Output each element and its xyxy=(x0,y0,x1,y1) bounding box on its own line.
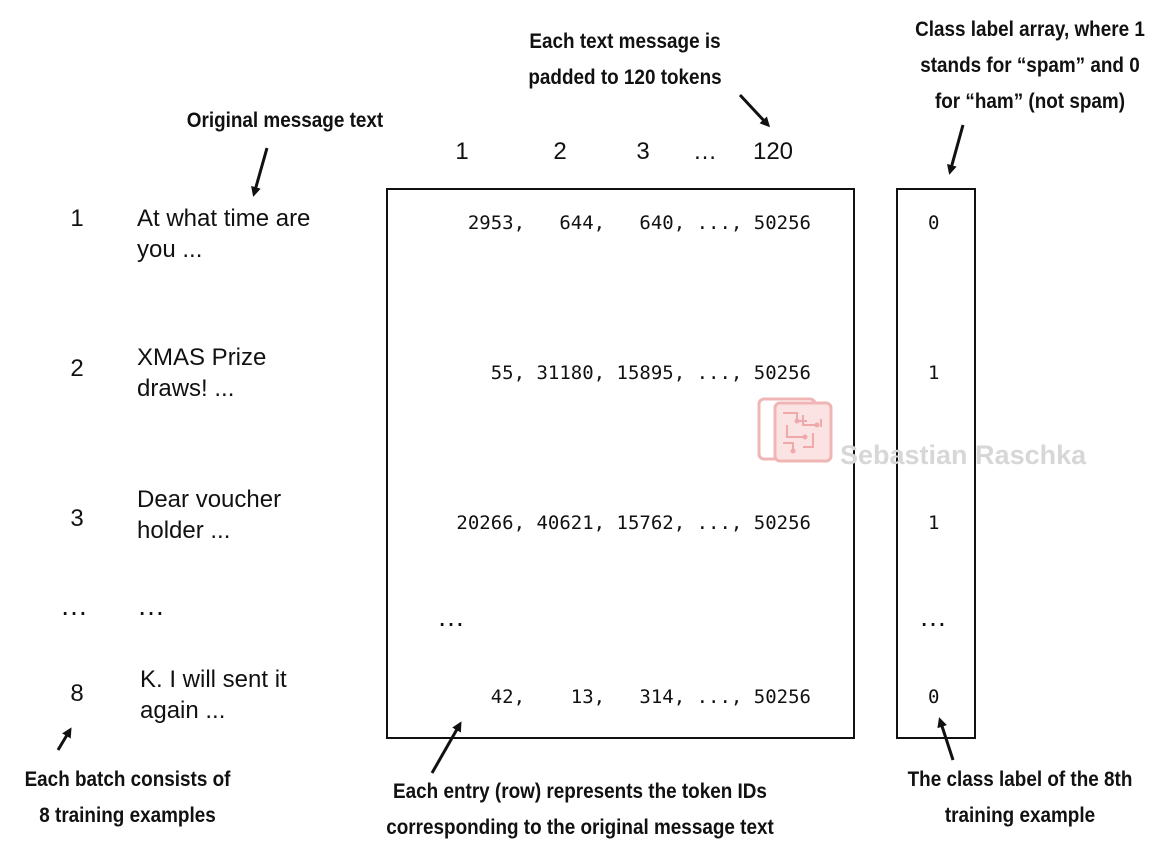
token-row-1: 2953, 644, 640, ..., 50256 xyxy=(467,212,811,234)
eighth-label-annotation-line-2: training example xyxy=(944,804,1096,827)
column-header-2: 2 xyxy=(553,138,567,165)
message-text-3-line-2: holder ... xyxy=(137,517,231,544)
entry-arrow xyxy=(432,724,460,773)
token-row-8: 42, 13, 314, ..., 50256 xyxy=(467,686,811,708)
original-text-arrow xyxy=(254,148,267,194)
padded-arrow xyxy=(740,95,768,125)
message-text-2-line-1: XMAS Prize xyxy=(137,344,267,371)
batch-annotation-line-1: Each batch consists of xyxy=(24,768,231,791)
message-text-8-line-2: again ... xyxy=(140,697,226,724)
message-text-ellipsis: … xyxy=(137,590,167,621)
token-row-2: 55, 31180, 15895, ..., 50256 xyxy=(467,362,811,384)
entry-annotation-line-1: Each entry (row) represents the token IDs xyxy=(393,780,767,803)
original-text-annotation-line: Original message text xyxy=(186,109,384,132)
row-index-3: 3 xyxy=(70,505,84,532)
token-row-3: 20266, 40621, 15762, ..., 50256 xyxy=(456,512,811,534)
batch-arrow xyxy=(58,730,70,750)
class-label-arrow xyxy=(950,125,963,172)
padded-annotation-line-2: padded to 120 tokens xyxy=(528,66,722,89)
token-row-ellipsis: … xyxy=(437,601,467,632)
class-label-annotation-line-2: stands for “spam” and 0 xyxy=(920,54,1140,77)
watermark-text: Sebastian Raschka xyxy=(840,440,1087,470)
message-text-8-line-1: K. I will sent it xyxy=(140,666,287,693)
class-label-annotation-line-3: for “ham” (not spam) xyxy=(934,90,1126,113)
eighth-label-arrow xyxy=(940,720,953,760)
class-label-3: 1 xyxy=(928,512,940,534)
message-text-3-line-1: Dear voucher xyxy=(137,486,282,513)
padded-annotation-line-1: Each text message is xyxy=(529,30,721,53)
message-text-2-line-2: draws! ... xyxy=(137,375,235,402)
entry-annotation-line-2: corresponding to the original message text xyxy=(386,816,774,839)
class-label-8: 0 xyxy=(928,686,940,708)
row-index-1: 1 xyxy=(70,205,84,232)
column-header-3: 3 xyxy=(636,138,650,165)
row-index-8: 8 xyxy=(70,680,84,707)
row-index-2: 2 xyxy=(70,355,84,382)
message-text-1-line-2: you ... xyxy=(137,236,203,263)
row-index-ellipsis: … xyxy=(60,590,90,621)
class-label-annotation-line-1: Class label array, where 1 xyxy=(915,18,1145,41)
column-header-ellipsis: … xyxy=(693,138,717,165)
column-header-1: 1 xyxy=(455,138,469,165)
class-label-2: 1 xyxy=(928,362,940,384)
column-header-120: 120 xyxy=(752,138,794,165)
eighth-label-annotation-line-1: The class label of the 8th xyxy=(907,768,1133,791)
batch-annotation-line-2: 8 training examples xyxy=(39,804,216,827)
class-label-1: 0 xyxy=(928,212,940,234)
class-label-ellipsis: … xyxy=(919,601,949,632)
message-text-1-line-1: At what time are xyxy=(137,205,311,232)
